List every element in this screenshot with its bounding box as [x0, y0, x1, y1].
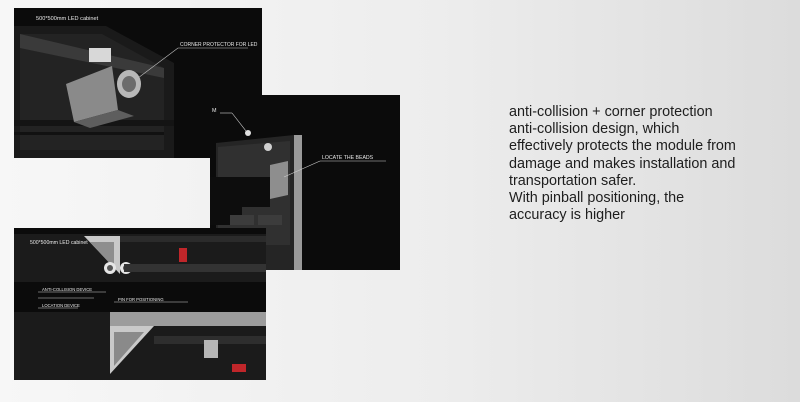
description-line: With pinball positioning, the	[509, 190, 685, 207]
description-line: transportation safer.	[509, 172, 637, 189]
description-line: effectively protects the module from	[509, 138, 736, 155]
description-line: accuracy is higher	[509, 207, 625, 224]
label-m: M	[212, 108, 217, 114]
location-device-illustration	[14, 228, 266, 380]
photo-bottom-title: 500*500mm LED cabinet	[30, 240, 88, 246]
description-line: damage and makes installation and	[509, 155, 736, 172]
callout-anti-collision: ANTI-COLLISION DEVICE	[42, 287, 93, 292]
callout-positioning-pin: PIN FOR POSITIONING	[118, 297, 164, 302]
description-line: anti-collision design, which	[509, 121, 680, 138]
callout-location-device: LOCATION DEVICE	[42, 303, 80, 308]
photo-top-title: 500*500mm LED cabinet	[36, 16, 99, 22]
photo-location-device	[14, 228, 266, 380]
callout-corner-protector: CORNER PROTECTOR FOR LED	[180, 42, 258, 48]
description-line: anti-collision + corner protection	[509, 104, 713, 120]
callout-locate-beads: LOCATE THE BEADS	[322, 155, 374, 161]
description-text	[509, 104, 789, 224]
